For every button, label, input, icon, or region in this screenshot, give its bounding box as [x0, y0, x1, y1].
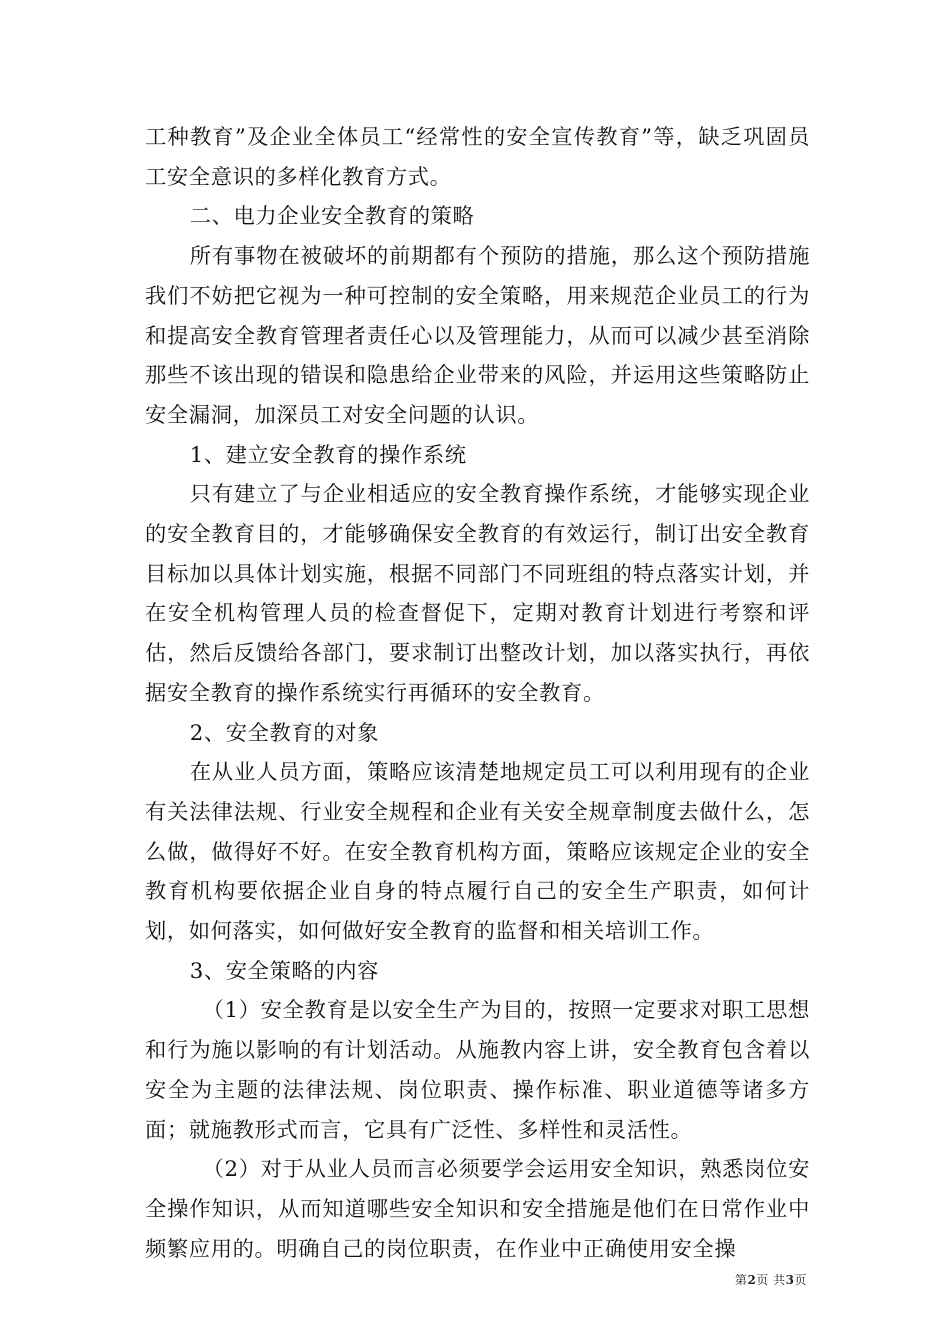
section-heading-strategy: 二、电力企业安全教育的策略	[189, 204, 475, 230]
body-text	[145, 118, 810, 1269]
footer-total-pages: 3	[785, 1273, 795, 1287]
paragraph-content-item-1: （1）安全教育是以安全生产为目的，按照一定要求对职工思想和行为施以影响的有计划活动。从施教内容上讲，安全教育包含着以安全为主题的法律法规、岗位职责、操作标准、职业道德等诸多方面；就施教形式而言，它具有广泛性、多样性和灵活性。	[145, 998, 810, 1143]
footer-current-page: 2	[747, 1273, 757, 1287]
paragraph-education-targets: 在从业人员方面，策略应该清楚地规定员工可以利用现有的企业有关法律法规、行业安全规程和企业有关安全规章制度去做什么，怎么做，做得好不好。在安全教育机构方面，策略应该规定企业的安全教育机构要依据企业自身的特点履行自己的安全生产职责，如何计划，如何落实，如何做好安全教育的监督和相关培训工作。	[145, 760, 810, 945]
paragraph-strategy-intro: 所有事物在被破坏的前期都有个预防的措施，那么这个预防措施我们不妨把它视为一种可控制的安全策略，用来规范企业员工的行为和提高安全教育管理者责任心以及管理能力，从而可以减少甚至消除那些不该出现的错误和隐患给企业带来的风险，并运用这些策略防止安全漏洞，加深员工对安全问题的认识。	[145, 244, 810, 428]
footer-middle: 页 共	[756, 1273, 786, 1287]
footer-suffix: 页	[794, 1273, 807, 1287]
page-number-footer	[735, 1271, 807, 1288]
subheading-operating-system: 1、建立安全教育的操作系统	[189, 442, 467, 468]
paragraph-content-item-2: （2）对于从业人员而言必须要学会运用安全知识，熟悉岗位安全操作知识，从而知道哪些安全知识和安全措施是他们在日常作业中频繁应用的。明确自己的岗位职责，在作业中正确使用安全操	[145, 1157, 810, 1262]
paragraph-operating-system: 只有建立了与企业相适应的安全教育操作系统，才能够实现企业的安全教育目的，才能够确保安全教育的有效运行，制订出安全教育目标加以具体计划实施，根据不同部门不同班组的特点落实计划，并在安全机构管理人员的检查督促下，定期对教育计划进行考察和评估，然后反馈给各部门，要求制订出整改计划，加以落实执行，再依据安全教育的操作系统实行再循环的安全教育。	[145, 482, 810, 706]
paragraph-continuation: 工种教育”及企业全体员工“经常性的安全宣传教育”等，缺乏巩固员工安全意识的多样化教育方式。	[145, 125, 810, 190]
subheading-education-targets: 2、安全教育的对象	[189, 720, 380, 746]
subheading-strategy-content: 3、安全策略的内容	[189, 958, 380, 984]
footer-prefix: 第	[734, 1273, 748, 1287]
